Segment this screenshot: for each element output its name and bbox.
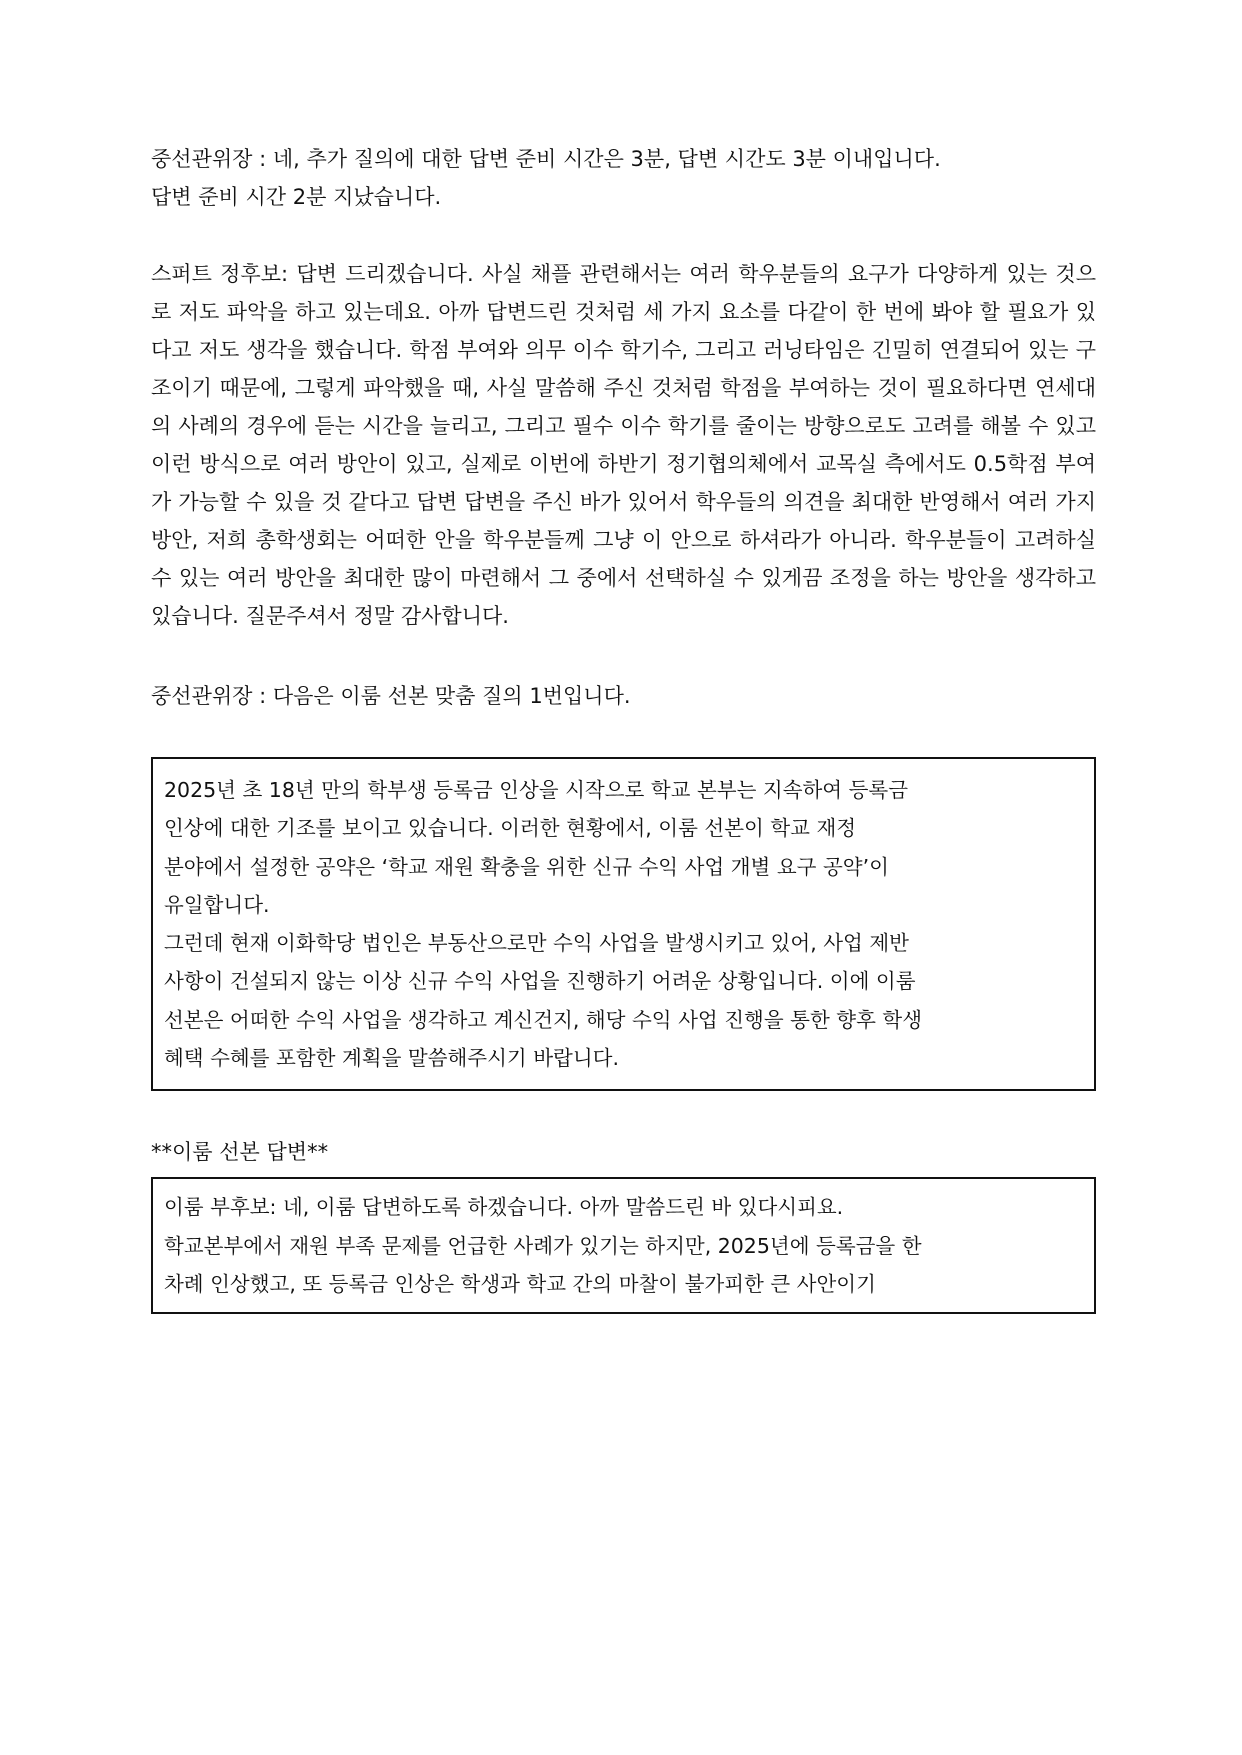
moderator-announcement: 중선관위장 : 다음은 이룸 선본 맞춤 질의 1번입니다. bbox=[151, 684, 631, 708]
document-page bbox=[151, 140, 1096, 1314]
question-box bbox=[151, 757, 1096, 1091]
moderator-line-2: 답변 준비 시간 2분 지났습니다. bbox=[151, 185, 442, 209]
answer-line: 차례 인상했고, 또 등록금 인상은 학생과 학교 간의 마찰이 불가피한 큰 사안이기 bbox=[164, 1272, 876, 1297]
question-line: 선본은 어떠한 수익 사업을 생각하고 계신건지, 해당 수익 사업 진행을 통한 향후 학생 bbox=[164, 1007, 923, 1032]
answer-header: **이룸 선본 답변** bbox=[151, 1140, 329, 1165]
question-line: 유일합니다. bbox=[164, 892, 270, 917]
answer-line: 이룸 부후보: 네, 이룸 답변하도록 하겠습니다. 아까 말씀드린 바 있다시피요. bbox=[164, 1195, 844, 1220]
question-line: 그런데 현재 이화학당 법인은 부동산으로만 수익 사업을 발생시키고 있어, 사업 제반 bbox=[164, 931, 909, 956]
question-line: 혜택 수혜를 포함한 계획을 말씀해주시기 바랍니다. bbox=[164, 1046, 619, 1071]
question-line: 사항이 건설되지 않는 이상 신규 수익 사업을 진행하기 어려운 상황입니다. 이에 이룸 bbox=[164, 969, 916, 994]
question-line: 분야에서 설정한 공약은 ‘학교 재원 확충을 위한 신규 수익 사업 개별 요구 공약’이 bbox=[164, 854, 889, 879]
candidate-speech: 스퍼트 정후보: 답변 드리겠습니다. 사실 채플 관련해서는 여러 학우분들의 요구가 다양하게 있는 것으로 저도 파악을 하고 있는데요. 아까 답변드린 것처럼 세 가지 요소를 다같이 한 번에 봐야 할 필요가 있다고 저도 생각을 했습니다. 학점 부여와 의무 이수 학기수, 그리고 러닝타임은 긴밀히 연결되어 있는 구조이기 때문에, 그렇게 파악했을 때, 사실 말씀해 주신 것처럼 학점을 부여하는 것이 필요하다면 연세대의 사례의 경우에 듣는 시간을 늘리고, 그리고 필수 이수 학기를 줄이는 방향으로도 고려를 해볼 수 있고 이런 방식으로 여러 방안이 있고, 실제로 이번에 하반기 정기협의체에서 교목실 측에서도 0.5학점 부여가 가능할 수 있을 것 같다고 답변 답변을 주신 바가 있어서 학우들의 의견을 최대한 반영해서 여러 가지 방안, 저희 총학생회는 어떠한 안을 학우분들께 그냥 이 안으로 하셔라가 아니라. 학우분들이 고려하실 수 있는 여러 방안을 최대한 많이 마련해서 그 중에서 선택하실 수 있게끔 조정을 하는 방안을 생각하고 있습니다. 질문주셔서 정말 감사합니다. bbox=[151, 262, 1096, 628]
question-line: 인상에 대한 기조를 보이고 있습니다. 이러한 현황에서, 이룸 선본이 학교 재정 bbox=[164, 816, 857, 841]
answer-box bbox=[151, 1177, 1096, 1314]
moderator-line-1: 중선관위장 : 네, 추가 질의에 대한 답변 준비 시간은 3분, 답변 시간도 3분 이내입니다. bbox=[151, 147, 941, 171]
answer-line: 학교본부에서 재원 부족 문제를 언급한 사례가 있기는 하지만, 2025년에 등록금을 한 bbox=[164, 1233, 922, 1258]
question-line: 2025년 초 18년 만의 학부생 등록금 인상을 시작으로 학교 본부는 지속하여 등록금 bbox=[164, 778, 909, 802]
